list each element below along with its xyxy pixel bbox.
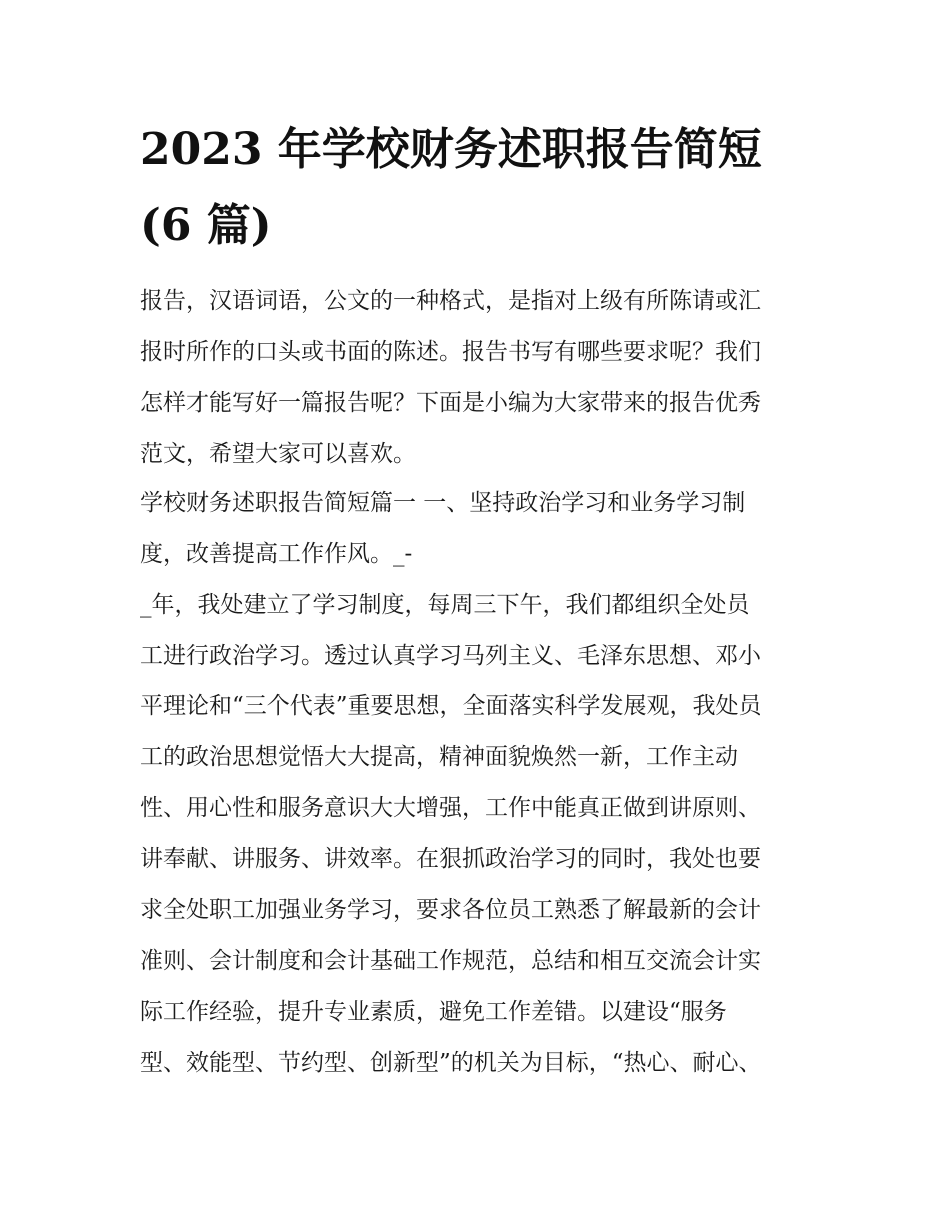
body-line-1: 报告，汉语词语，公文的一种格式，是指对上级有所陈请或汇 (140, 288, 761, 314)
body-line-10: 工的政治思想觉悟大大提高，精神面貌焕然一新，工作主动 (140, 744, 738, 770)
body-line-3: 怎样才能写好一篇报告呢？下面是小编为大家带来的报告优秀 (140, 390, 761, 416)
title-line-2: (6 篇) (140, 200, 272, 251)
body-line-4: 范文，希望大家可以喜欢。 (140, 441, 416, 467)
body-line-5: 学校财务述职报告简短篇一 一、坚持政治学习和业务学习制 (140, 490, 746, 516)
body-line-15: 际工作经验，提升专业素质，避免工作差错。以建设“服务 (140, 999, 727, 1025)
body-line-9: 平理论和“三个代表”重要思想，全面落实科学发展观，我处员 (140, 693, 762, 719)
title-line-1: 2023 年学校财务述职报告简短 (140, 124, 762, 175)
document-title (140, 112, 820, 264)
body-line-6: 度，改善提高工作作风。_- (140, 541, 413, 567)
body-line-11: 性、用心性和服务意识大大增强，工作中能真正做到讲原则、 (140, 795, 761, 821)
body-line-7: _年，我处建立了学习制度，每周三下午，我们都组织全处员 (140, 592, 750, 618)
body-line-14: 准则、会计制度和会计基础工作规范，总结和相互交流会计实 (140, 948, 761, 974)
body-line-12: 讲奉献、讲服务、讲效率。在狠抓政治学习的同时，我处也要 (140, 846, 761, 872)
body-line-2: 报时所作的口头或书面的陈述。报告书写有哪些要求呢？我们 (140, 339, 761, 365)
body-line-13: 求全处职工加强业务学习，要求各位员工熟悉了解最新的会计 (140, 897, 761, 923)
body-line-8: 工进行政治学习。透过认真学习马列主义、毛泽东思想、邓小 (140, 643, 761, 669)
body-line-16: 型、效能型、节约型、创新型”的机关为目标，“热心、耐心、 (140, 1050, 762, 1076)
